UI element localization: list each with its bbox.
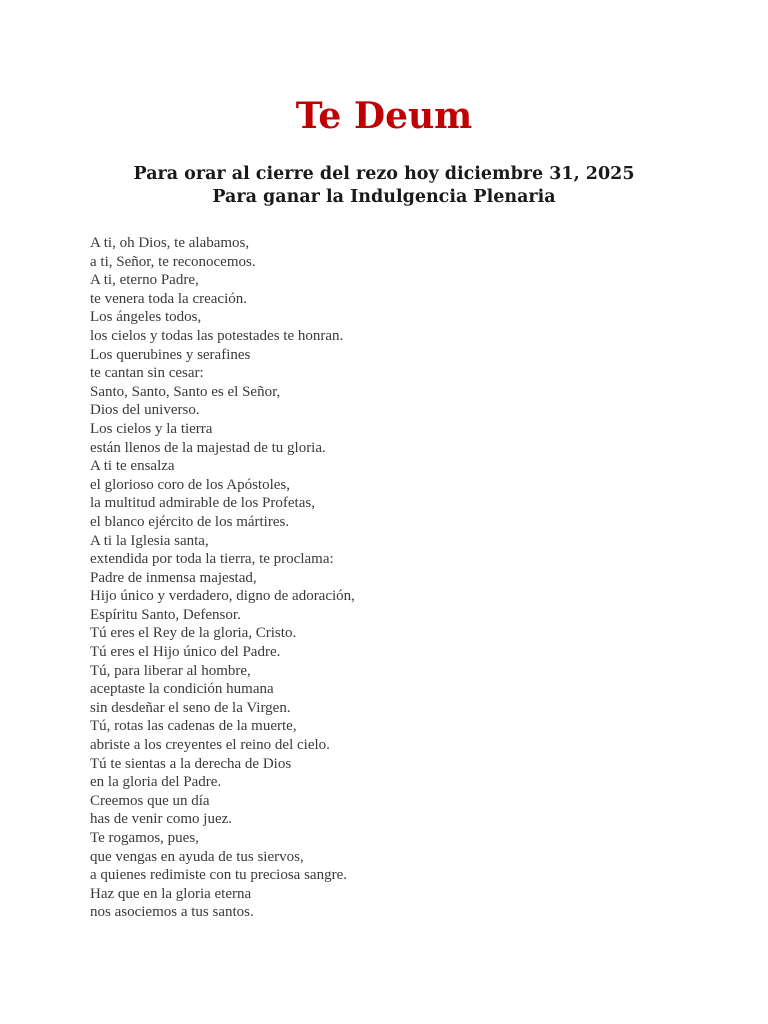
prayer-line: los cielos y todas las potestades te honran.: [90, 327, 344, 344]
prayer-line: el blanco ejército de los mártires.: [90, 513, 290, 530]
prayer-line: Dios del universo.: [90, 402, 200, 419]
prayer-line: Haz que en la gloria eterna: [90, 885, 252, 902]
prayer-line: A ti, oh Dios, te alabamos,: [90, 235, 250, 251]
prayer-line: que vengas en ayuda de tus siervos,: [90, 848, 304, 865]
prayer-line: Los cielos y la tierra: [90, 420, 213, 437]
prayer-line: te cantan sin cesar:: [90, 365, 204, 382]
prayer-line: A ti te ensalza: [90, 458, 175, 475]
prayer-line: están llenos de la majestad de tu gloria.: [90, 439, 326, 456]
prayer-line: en la gloria del Padre.: [90, 774, 222, 791]
prayer-line: abriste a los creyentes el reino del cielo.: [90, 737, 330, 754]
prayer-line: a ti, Señor, te reconocemos.: [90, 253, 256, 270]
prayer-line: la multitud admirable de los Profetas,: [90, 495, 315, 512]
prayer-line: Los querubines y serafines: [90, 346, 251, 363]
page-title: Te Deum: [295, 95, 473, 137]
subtitle-line: Para orar al cierre del rezo hoy diciembre 31, 2025: [133, 164, 635, 184]
prayer-line: Tú te sientas a la derecha de Dios: [90, 755, 292, 772]
prayer-line: Tú, para liberar al hombre,: [90, 662, 251, 679]
prayer-line: Padre de inmensa majestad,: [90, 569, 257, 586]
prayer-line: Hijo único y verdadero, digno de adoración,: [90, 588, 355, 605]
prayer-line: has de venir como juez.: [90, 811, 233, 828]
prayer-line: Te rogamos, pues,: [90, 830, 199, 846]
prayer-line: a quienes redimiste con tu preciosa sangre.: [90, 867, 347, 884]
prayer-line: extendida por toda la tierra, te proclama:: [90, 551, 334, 568]
prayer-line: Tú eres el Rey de la gloria, Cristo.: [90, 625, 297, 642]
prayer-line: Tú, rotas las cadenas de la muerte,: [90, 718, 297, 735]
prayer-line: Espíritu Santo, Defensor.: [90, 606, 241, 623]
prayer-line: el glorioso coro de los Apóstoles,: [90, 476, 290, 493]
subtitle-line: Para ganar la Indulgencia Plenaria: [212, 187, 556, 207]
prayer-line: nos asociemos a tus santos.: [90, 904, 254, 921]
prayer-line: A ti la Iglesia santa,: [90, 532, 209, 549]
page-subtitle: [0, 163, 768, 209]
prayer-line: aceptaste la condición humana: [90, 681, 274, 698]
prayer-line: Tú eres el Hijo único del Padre.: [90, 644, 281, 661]
prayer-line: Santo, Santo, Santo es el Señor,: [90, 383, 281, 400]
prayer-line: Creemos que un día: [90, 792, 210, 809]
prayer-text: [90, 234, 710, 922]
prayer-line: Los ángeles todos,: [90, 309, 202, 326]
prayer-line: te venera toda la creación.: [90, 290, 247, 307]
prayer-line: sin desdeñar el seno de la Virgen.: [90, 699, 291, 716]
prayer-line: A ti, eterno Padre,: [90, 272, 199, 289]
